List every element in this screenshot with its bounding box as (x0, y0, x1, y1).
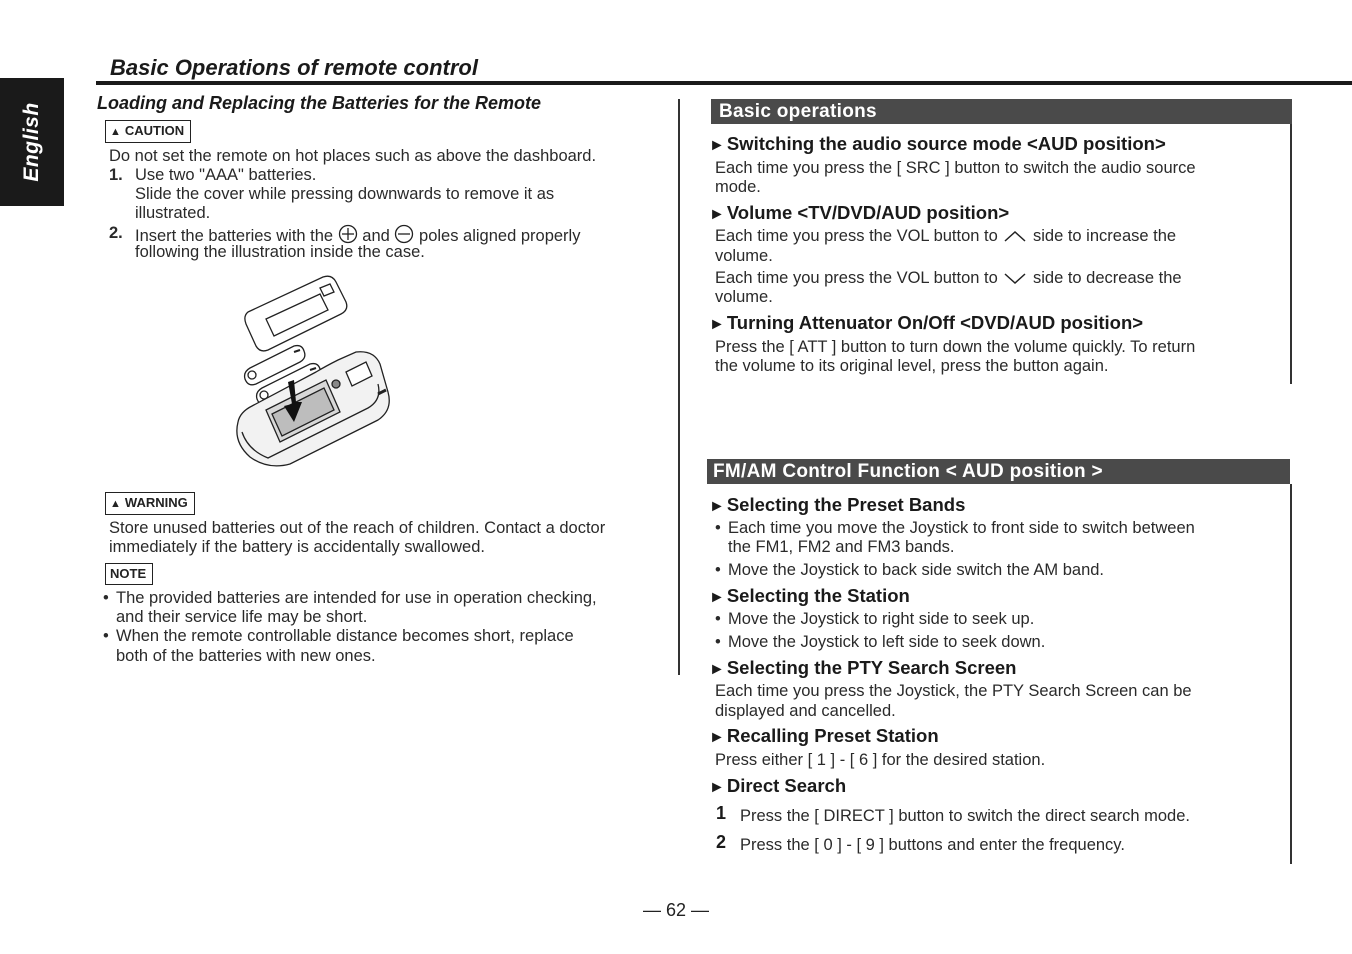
chevron-up-icon (1002, 228, 1028, 244)
warning-line1: Store unused batteries out of the reach of children. Contact a doctor (109, 519, 606, 537)
bullet-arrow-icon: ► (709, 498, 725, 515)
step1-line3: illustrated. (135, 204, 211, 222)
step1-line2: Slide the cover while pressing downwards to remove it as (135, 185, 555, 203)
direct-step1-number: 1 (716, 803, 727, 823)
fmam-h4-line1: Press either [ 1 ] - [ 6 ] for the desired station. (715, 751, 1046, 769)
bullet-arrow-icon: ► (709, 316, 725, 333)
basic-operations-bar: Basic operations (711, 99, 1292, 124)
battery-subheading: Loading and Replacing the Batteries for the Remote (97, 93, 542, 113)
step1-line1: Use two "AAA" batteries. (135, 166, 317, 184)
note1-line2: and their service life may be short. (116, 608, 368, 626)
fmam-heading-3-text: Selecting the PTY Search Screen (726, 657, 1017, 678)
basic-heading-3 (709, 312, 1143, 334)
page-number: — 62 — (642, 900, 710, 920)
minus-pole-icon (394, 224, 414, 244)
fmam-heading-2-text: Selecting the Station (726, 585, 910, 606)
chevron-down-icon (1002, 270, 1028, 286)
fmam-h3-line2: displayed and cancelled. (715, 702, 896, 720)
caution-badge (105, 120, 191, 143)
fmam-heading-2 (709, 585, 910, 607)
note2-line1: When the remote controllable distance becomes short, replace (116, 627, 574, 645)
fmam-h3-line1: Each time you press the Joystick, the PTY Search Screen can be (715, 682, 1192, 700)
volume-down-line2: volume. (715, 288, 773, 306)
language-tab (0, 78, 64, 206)
right-rule-top (1290, 124, 1292, 384)
title-rule (96, 81, 1352, 85)
warning-triangle-icon: ▲ (110, 498, 121, 510)
bullet-arrow-icon: ► (709, 137, 725, 154)
basic-heading-2 (709, 202, 1009, 224)
basic-h3-line1: Press the [ ATT ] button to turn down the volume quickly. To return (715, 338, 1196, 356)
volume-up-text-pre: Each time you press the VOL button to (715, 227, 998, 245)
warning-label: WARNING (124, 495, 188, 510)
direct-step1-text: Press the [ DIRECT ] button to switch the direct search mode. (740, 807, 1190, 825)
fmam-heading-1-text: Selecting the Preset Bands (726, 494, 966, 515)
bullet-dot: • (715, 519, 721, 537)
bullet-arrow-icon: ► (709, 661, 725, 678)
bullet-arrow-icon: ► (709, 589, 725, 606)
basic-heading-2-text: Volume <TV/DVD/AUD position> (726, 202, 1010, 223)
volume-up-line1 (715, 227, 1176, 247)
bullet-arrow-icon: ► (709, 206, 725, 223)
language-tab-label: English (20, 102, 43, 182)
fmam-h1-b1-line1: Each time you move the Joystick to front side to switch between (728, 519, 1195, 537)
plus-pole-icon (338, 224, 358, 244)
note2-bullet: • (103, 627, 109, 645)
page-title: Basic Operations of remote control (110, 55, 478, 80)
fmam-control-bar: FM/AM Control Function < AUD position > (707, 459, 1290, 484)
step2-line2: following the illustration inside the case. (135, 243, 425, 261)
step2-text-pre: Insert the batteries with the (135, 227, 334, 245)
fmam-heading-5-text: Direct Search (726, 775, 847, 796)
basic-heading-3-text: Turning Attenuator On/Off <DVD/AUD position> (726, 312, 1144, 333)
caution-text: Do not set the remote on hot places such as above the dashboard. (109, 147, 597, 165)
basic-heading-1-text: Switching the audio source mode <AUD position> (726, 133, 1166, 154)
fmam-heading-3 (709, 657, 1016, 679)
step1-number: 1. (109, 166, 123, 184)
battery-cover-drawing (245, 276, 347, 351)
column-divider (678, 99, 680, 675)
remote-battery-illustration (228, 272, 418, 477)
bullet-dot: • (715, 633, 721, 651)
volume-down-line1 (715, 269, 1182, 289)
basic-heading-1 (709, 133, 1166, 155)
fmam-heading-4-text: Recalling Preset Station (726, 725, 939, 746)
bullet-arrow-icon: ► (709, 779, 725, 796)
bullet-dot: • (715, 561, 721, 579)
bullet-arrow-icon: ► (709, 729, 725, 746)
step2-text-mid: and (362, 227, 390, 245)
note1-line1: The provided batteries are intended for use in operation checking, (116, 589, 597, 607)
right-rule-bottom (1290, 484, 1292, 864)
note2-line2: both of the batteries with new ones. (116, 647, 376, 665)
direct-step2-number: 2 (716, 832, 727, 852)
volume-down-text-post: side to decrease the (1032, 269, 1182, 287)
note-badge (105, 563, 153, 585)
volume-down-text-pre: Each time you press the VOL button to (715, 269, 998, 287)
warning-badge (105, 492, 195, 515)
fmam-h1-b2: Move the Joystick to back side switch the AM band. (728, 561, 1105, 579)
bullet-dot: • (715, 610, 721, 628)
volume-up-text-post: side to increase the (1032, 227, 1177, 245)
step2-number: 2. (109, 224, 123, 242)
fmam-h2-b2: Move the Joystick to left side to seek down. (728, 633, 1046, 651)
fmam-heading-5 (709, 775, 846, 797)
fmam-h1-b1-line2: the FM1, FM2 and FM3 bands. (728, 538, 955, 556)
note-label: NOTE (110, 566, 147, 581)
direct-step2-text: Press the [ 0 ] - [ 9 ] buttons and enter the frequency. (740, 836, 1125, 854)
caution-label: CAUTION (124, 123, 185, 138)
note1-bullet: • (103, 589, 109, 607)
warning-line2: immediately if the battery is accidentally swallowed. (109, 538, 485, 556)
warning-triangle-icon: ▲ (110, 126, 121, 138)
fmam-heading-1 (709, 494, 965, 516)
basic-h1-line2: mode. (715, 178, 761, 196)
fmam-heading-4 (709, 725, 939, 747)
basic-h1-line1: Each time you press the [ SRC ] button to switch the audio source (715, 159, 1196, 177)
step2-text-post: poles aligned properly (419, 227, 581, 245)
basic-h3-line2: the volume to its original level, press the button again. (715, 357, 1109, 375)
volume-up-line2: volume. (715, 247, 773, 265)
fmam-h2-b1: Move the Joystick to right side to seek up. (728, 610, 1035, 628)
